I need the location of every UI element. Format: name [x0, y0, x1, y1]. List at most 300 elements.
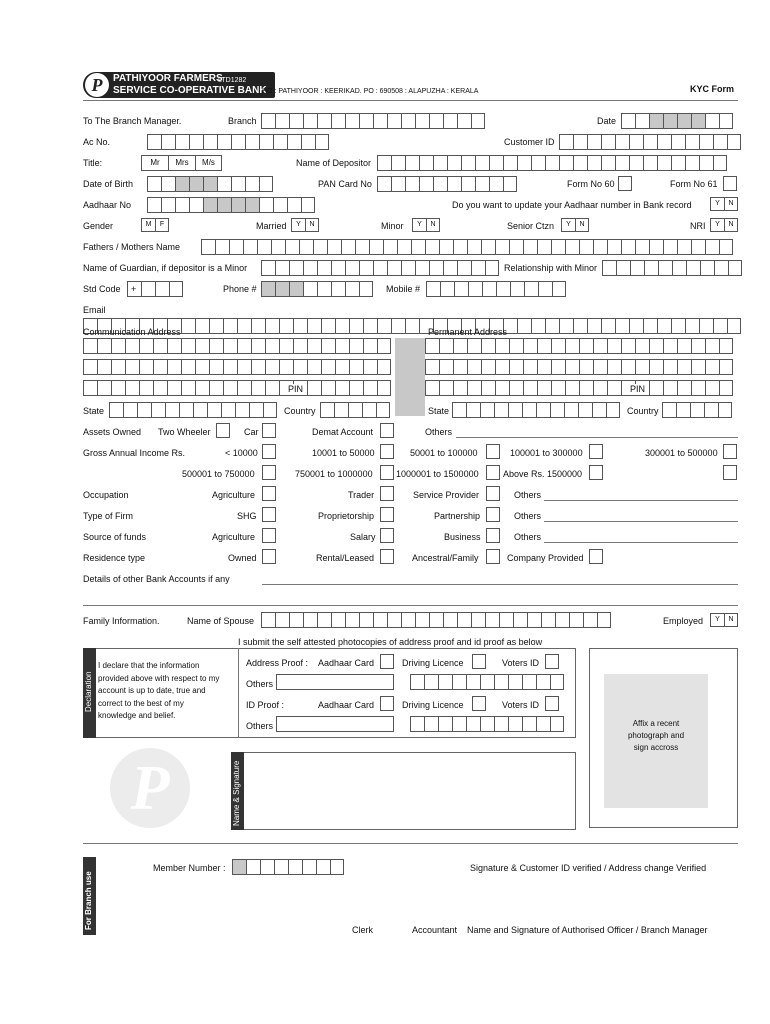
char-box[interactable] [593, 359, 607, 375]
char-box[interactable] [496, 281, 510, 297]
char-box[interactable] [209, 380, 223, 396]
char-box[interactable] [517, 155, 531, 171]
income-opt6-checkbox[interactable] [262, 465, 276, 480]
char-box[interactable] [259, 176, 273, 192]
char-box[interactable] [593, 338, 607, 354]
char-box[interactable] [565, 338, 579, 354]
car-checkbox[interactable] [262, 423, 276, 438]
char-box[interactable] [705, 380, 719, 396]
char-box[interactable] [565, 380, 579, 396]
char-box[interactable] [181, 338, 195, 354]
title-options[interactable] [141, 155, 222, 171]
id-aadhaar-checkbox[interactable] [380, 696, 394, 711]
char-box[interactable] [249, 402, 263, 418]
char-box[interactable] [523, 359, 537, 375]
form60-checkbox[interactable] [618, 176, 632, 191]
char-box[interactable] [531, 155, 545, 171]
char-box[interactable] [415, 113, 429, 129]
char-box[interactable] [195, 338, 209, 354]
char-box[interactable] [167, 338, 181, 354]
char-box[interactable] [320, 402, 334, 418]
char-box[interactable] [195, 318, 209, 334]
char-box[interactable] [273, 197, 287, 213]
char-box[interactable] [438, 674, 452, 690]
char-box[interactable] [719, 239, 733, 255]
char-box[interactable] [341, 239, 355, 255]
char-box[interactable] [363, 338, 377, 354]
char-box[interactable] [425, 359, 439, 375]
char-box[interactable] [677, 239, 691, 255]
char-box[interactable] [503, 176, 517, 192]
char-box[interactable] [686, 260, 700, 276]
char-box[interactable] [153, 380, 167, 396]
char-box[interactable] [713, 318, 727, 334]
char-box[interactable] [545, 155, 559, 171]
char-box[interactable] [275, 113, 289, 129]
char-box[interactable] [454, 281, 468, 297]
id-voters-checkbox[interactable] [545, 696, 559, 711]
char-box[interactable] [303, 113, 317, 129]
char-box[interactable] [457, 612, 471, 628]
char-box[interactable] [251, 380, 265, 396]
char-box[interactable] [635, 338, 649, 354]
char-box[interactable] [155, 281, 169, 297]
char-box[interactable] [335, 338, 349, 354]
res-owned-checkbox[interactable] [262, 549, 276, 564]
char-box[interactable] [705, 338, 719, 354]
char-box[interactable] [265, 380, 279, 396]
char-box[interactable] [657, 155, 671, 171]
char-box[interactable] [592, 402, 606, 418]
char-box[interactable] [147, 197, 161, 213]
char-box[interactable] [349, 318, 363, 334]
char-box[interactable] [629, 134, 643, 150]
char-box[interactable] [537, 239, 551, 255]
char-box[interactable] [251, 338, 265, 354]
char-box[interactable] [517, 318, 531, 334]
char-box[interactable] [387, 260, 401, 276]
char-box[interactable] [391, 155, 405, 171]
char-box[interactable] [237, 380, 251, 396]
char-box[interactable] [700, 260, 714, 276]
char-box[interactable] [663, 239, 677, 255]
char-box[interactable] [359, 612, 373, 628]
income-opt7-checkbox[interactable] [380, 465, 394, 480]
char-box[interactable] [509, 359, 523, 375]
char-box[interactable] [523, 380, 537, 396]
char-box[interactable] [207, 402, 221, 418]
char-box[interactable] [452, 402, 466, 418]
char-box[interactable] [316, 859, 330, 875]
char-box[interactable] [349, 380, 363, 396]
char-box[interactable] [303, 612, 317, 628]
char-box[interactable] [719, 359, 733, 375]
char-box[interactable] [452, 716, 466, 732]
char-box[interactable] [359, 281, 373, 297]
char-box[interactable] [209, 338, 223, 354]
char-box[interactable] [443, 113, 457, 129]
char-box[interactable] [691, 380, 705, 396]
char-box[interactable] [376, 402, 390, 418]
char-box[interactable] [293, 318, 307, 334]
char-box[interactable] [555, 612, 569, 628]
no-option[interactable]: N [575, 218, 589, 232]
char-box[interactable] [579, 380, 593, 396]
char-box[interactable] [317, 281, 331, 297]
char-box[interactable] [363, 380, 377, 396]
comm-address-row1[interactable] [83, 338, 391, 354]
char-box[interactable] [111, 380, 125, 396]
char-box[interactable] [583, 612, 597, 628]
char-box[interactable] [728, 260, 742, 276]
female-option[interactable]: F [155, 218, 169, 232]
char-box[interactable] [203, 197, 217, 213]
char-box[interactable] [307, 338, 321, 354]
title-ms[interactable]: M/s [195, 155, 222, 171]
char-box[interactable] [481, 338, 495, 354]
char-box[interactable] [288, 859, 302, 875]
char-box[interactable] [621, 239, 635, 255]
char-box[interactable] [509, 380, 523, 396]
char-box[interactable] [587, 134, 601, 150]
char-box[interactable] [485, 260, 499, 276]
char-box[interactable] [415, 260, 429, 276]
char-box[interactable] [321, 338, 335, 354]
char-box[interactable] [301, 134, 315, 150]
no-option[interactable]: N [426, 218, 440, 232]
char-box[interactable] [564, 402, 578, 418]
char-box[interactable] [475, 176, 489, 192]
char-box[interactable] [597, 612, 611, 628]
char-box[interactable] [313, 239, 327, 255]
char-box[interactable] [629, 318, 643, 334]
yes-option[interactable]: Y [291, 218, 305, 232]
no-option[interactable]: N [724, 197, 738, 211]
branch-boxes[interactable] [261, 113, 485, 129]
char-box[interactable] [468, 281, 482, 297]
char-box[interactable] [559, 318, 573, 334]
char-box[interactable] [426, 281, 440, 297]
char-box[interactable] [452, 674, 466, 690]
char-box[interactable] [289, 612, 303, 628]
gender-mf[interactable] [141, 218, 169, 232]
char-box[interactable] [649, 113, 663, 129]
char-box[interactable] [593, 380, 607, 396]
char-box[interactable] [317, 260, 331, 276]
char-box[interactable] [165, 402, 179, 418]
char-box[interactable] [565, 359, 579, 375]
char-box[interactable] [275, 612, 289, 628]
char-box[interactable] [657, 134, 671, 150]
char-box[interactable] [369, 239, 383, 255]
char-box[interactable] [509, 239, 523, 255]
no-option[interactable]: N [305, 218, 319, 232]
char-box[interactable] [481, 380, 495, 396]
char-box[interactable] [531, 318, 545, 334]
char-box[interactable] [663, 359, 677, 375]
char-box[interactable] [439, 239, 453, 255]
char-box[interactable] [424, 716, 438, 732]
char-box[interactable] [527, 612, 541, 628]
char-box[interactable] [663, 113, 677, 129]
char-box[interactable] [97, 380, 111, 396]
occ-agriculture-checkbox[interactable] [262, 486, 276, 501]
char-box[interactable] [607, 338, 621, 354]
comm-address-row2[interactable] [83, 359, 391, 375]
char-box[interactable] [139, 380, 153, 396]
char-box[interactable] [607, 239, 621, 255]
char-box[interactable] [377, 359, 391, 375]
char-box[interactable] [331, 612, 345, 628]
char-box[interactable] [658, 260, 672, 276]
id-driving-checkbox[interactable] [472, 696, 486, 711]
char-box[interactable] [503, 155, 517, 171]
form61-checkbox[interactable] [723, 176, 737, 191]
char-box[interactable] [237, 359, 251, 375]
char-box[interactable] [261, 260, 275, 276]
char-box[interactable] [671, 134, 685, 150]
char-box[interactable] [321, 359, 335, 375]
char-box[interactable] [419, 176, 433, 192]
char-box[interactable] [175, 197, 189, 213]
char-box[interactable] [713, 134, 727, 150]
char-box[interactable] [169, 281, 183, 297]
char-box[interactable] [321, 318, 335, 334]
addr-voters-checkbox[interactable] [545, 654, 559, 669]
char-box[interactable] [179, 402, 193, 418]
char-box[interactable] [217, 134, 231, 150]
char-box[interactable] [601, 155, 615, 171]
char-box[interactable] [265, 318, 279, 334]
char-box[interactable] [508, 674, 522, 690]
perm-state-boxes[interactable] [452, 402, 620, 418]
char-box[interactable] [467, 338, 481, 354]
ac-no-boxes[interactable] [147, 134, 329, 150]
minor-yn[interactable] [412, 218, 440, 232]
char-box[interactable] [481, 359, 495, 375]
char-box[interactable] [565, 239, 579, 255]
char-box[interactable] [301, 197, 315, 213]
char-box[interactable] [551, 359, 565, 375]
char-box[interactable] [405, 176, 419, 192]
char-box[interactable] [123, 402, 137, 418]
yes-option[interactable]: Y [710, 613, 724, 627]
char-box[interactable] [475, 155, 489, 171]
char-box[interactable] [439, 338, 453, 354]
char-box[interactable] [383, 239, 397, 255]
char-box[interactable] [537, 359, 551, 375]
firm-partnership-checkbox[interactable] [486, 507, 500, 522]
char-box[interactable] [439, 380, 453, 396]
char-box[interactable] [201, 239, 215, 255]
char-box[interactable] [391, 318, 405, 334]
char-box[interactable] [411, 239, 425, 255]
char-box[interactable] [677, 359, 691, 375]
char-box[interactable] [602, 260, 616, 276]
char-box[interactable] [209, 318, 223, 334]
char-box[interactable] [265, 338, 279, 354]
char-box[interactable] [424, 674, 438, 690]
char-box[interactable] [621, 359, 635, 375]
depositor-boxes[interactable] [377, 155, 727, 171]
char-box[interactable] [705, 113, 719, 129]
char-box[interactable] [335, 380, 349, 396]
char-box[interactable] [616, 260, 630, 276]
perm-country-boxes[interactable] [662, 402, 732, 418]
char-box[interactable] [601, 318, 615, 334]
char-box[interactable] [457, 260, 471, 276]
char-box[interactable] [97, 338, 111, 354]
char-box[interactable] [359, 260, 373, 276]
char-box[interactable] [349, 359, 363, 375]
member-no-boxes[interactable] [232, 859, 344, 875]
char-box[interactable] [630, 260, 644, 276]
char-box[interactable] [217, 197, 231, 213]
char-box[interactable] [663, 380, 677, 396]
comm-state-boxes[interactable] [109, 402, 277, 418]
char-box[interactable] [704, 402, 718, 418]
char-box[interactable] [377, 338, 391, 354]
char-box[interactable] [331, 281, 345, 297]
char-box[interactable] [175, 134, 189, 150]
char-box[interactable] [147, 176, 161, 192]
char-box[interactable] [345, 612, 359, 628]
char-box[interactable] [643, 134, 657, 150]
customer-id-boxes[interactable] [559, 134, 741, 150]
char-box[interactable] [221, 402, 235, 418]
char-box[interactable] [522, 674, 536, 690]
char-box[interactable] [251, 318, 265, 334]
char-box[interactable] [231, 197, 245, 213]
yes-option[interactable]: Y [412, 218, 426, 232]
char-box[interactable] [635, 239, 649, 255]
char-box[interactable] [551, 239, 565, 255]
married-yn[interactable] [291, 218, 319, 232]
char-box[interactable] [481, 239, 495, 255]
char-box[interactable] [195, 380, 209, 396]
char-box[interactable] [175, 176, 189, 192]
char-box[interactable] [691, 113, 705, 129]
char-box[interactable] [429, 612, 443, 628]
occ-service-checkbox[interactable] [486, 486, 500, 501]
char-box[interactable] [251, 359, 265, 375]
yes-option[interactable]: Y [710, 218, 724, 232]
char-box[interactable] [315, 134, 329, 150]
char-box[interactable] [453, 380, 467, 396]
char-box[interactable] [137, 402, 151, 418]
char-box[interactable] [719, 380, 733, 396]
char-box[interactable] [593, 239, 607, 255]
char-box[interactable] [125, 338, 139, 354]
char-box[interactable] [536, 402, 550, 418]
char-box[interactable] [209, 359, 223, 375]
char-box[interactable] [167, 380, 181, 396]
char-box[interactable] [355, 239, 369, 255]
occ-trader-checkbox[interactable] [380, 486, 394, 501]
char-box[interactable] [466, 716, 480, 732]
char-box[interactable] [317, 612, 331, 628]
income-opt3-checkbox[interactable] [486, 444, 500, 459]
char-box[interactable] [231, 134, 245, 150]
funds-business-checkbox[interactable] [486, 528, 500, 543]
char-box[interactable] [649, 239, 663, 255]
phone-boxes[interactable] [261, 281, 373, 297]
char-box[interactable] [153, 338, 167, 354]
char-box[interactable] [279, 318, 293, 334]
char-box[interactable] [509, 338, 523, 354]
firm-proprietorship-checkbox[interactable] [380, 507, 394, 522]
yes-option[interactable]: Y [710, 197, 724, 211]
char-box[interactable] [293, 359, 307, 375]
char-box[interactable] [377, 176, 391, 192]
char-box[interactable] [223, 359, 237, 375]
char-box[interactable] [293, 338, 307, 354]
char-box[interactable] [537, 338, 551, 354]
char-box[interactable] [245, 176, 259, 192]
char-box[interactable] [410, 674, 424, 690]
char-box[interactable] [663, 338, 677, 354]
char-box[interactable] [237, 338, 251, 354]
char-box[interactable] [494, 402, 508, 418]
char-box[interactable] [302, 859, 316, 875]
char-box[interactable] [607, 380, 621, 396]
char-box[interactable] [83, 359, 97, 375]
char-box[interactable] [215, 239, 229, 255]
char-box[interactable] [480, 674, 494, 690]
char-box[interactable] [331, 260, 345, 276]
char-box[interactable] [327, 239, 341, 255]
char-box[interactable] [649, 359, 663, 375]
char-box[interactable] [161, 176, 175, 192]
char-box[interactable] [453, 239, 467, 255]
parents-boxes[interactable] [201, 239, 733, 255]
char-box[interactable] [410, 716, 424, 732]
char-box[interactable] [443, 260, 457, 276]
pan-boxes[interactable] [377, 176, 517, 192]
char-box[interactable] [573, 134, 587, 150]
char-box[interactable] [513, 612, 527, 628]
perm-address-row3[interactable] [425, 380, 733, 396]
char-box[interactable] [425, 380, 439, 396]
char-box[interactable] [141, 281, 155, 297]
char-box[interactable] [345, 281, 359, 297]
char-box[interactable] [245, 134, 259, 150]
char-box[interactable] [287, 134, 301, 150]
char-box[interactable] [643, 318, 657, 334]
char-box[interactable] [691, 239, 705, 255]
char-box[interactable] [495, 338, 509, 354]
char-box[interactable] [467, 239, 481, 255]
char-box[interactable] [83, 338, 97, 354]
char-box[interactable] [551, 380, 565, 396]
char-box[interactable] [453, 359, 467, 375]
char-box[interactable] [97, 359, 111, 375]
char-box[interactable] [480, 716, 494, 732]
char-box[interactable] [243, 239, 257, 255]
char-box[interactable] [223, 338, 237, 354]
char-box[interactable] [335, 318, 349, 334]
char-box[interactable] [440, 281, 454, 297]
char-box[interactable] [235, 402, 249, 418]
char-box[interactable] [330, 859, 344, 875]
char-box[interactable] [466, 674, 480, 690]
char-box[interactable] [672, 260, 686, 276]
char-box[interactable] [551, 338, 565, 354]
firm-shg-checkbox[interactable] [262, 507, 276, 522]
char-box[interactable] [719, 113, 733, 129]
comm-address-row3[interactable] [83, 380, 391, 396]
char-box[interactable] [373, 113, 387, 129]
